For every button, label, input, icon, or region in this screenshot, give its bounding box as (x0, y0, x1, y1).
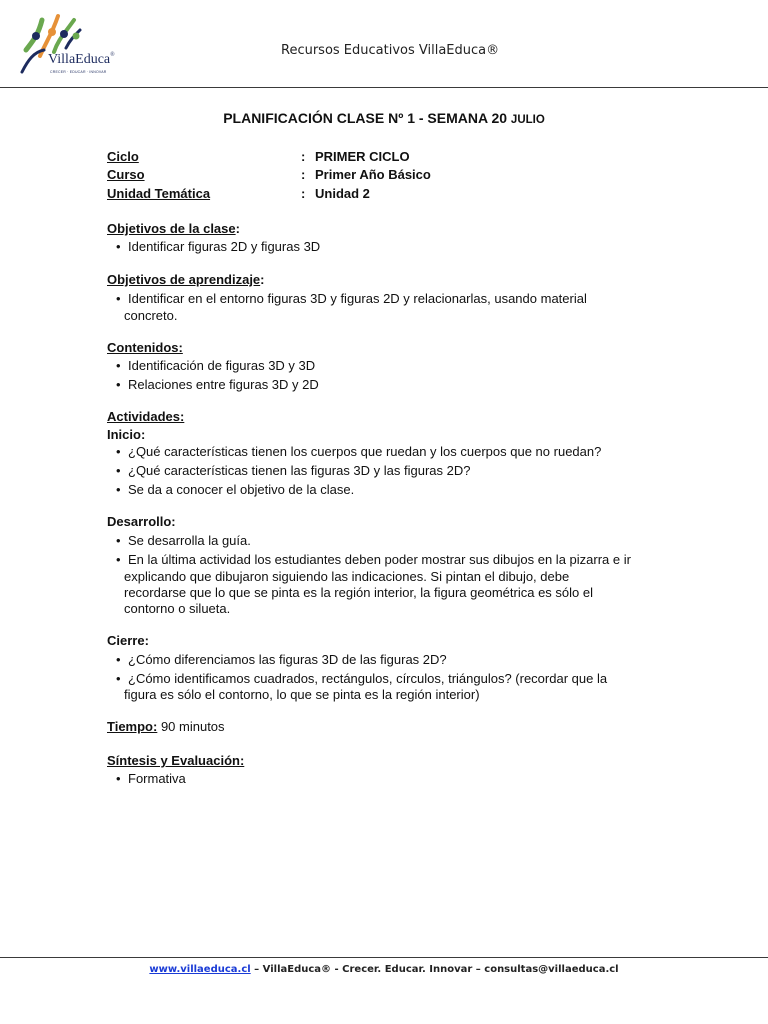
tiempo-label: Tiempo: (107, 719, 158, 734)
info-label: Curso (107, 167, 145, 182)
list-item: • Relaciones entre figuras 3D y 2D (116, 377, 319, 392)
list-item: • ¿Qué características tienen los cuerpos que ruedan y los cuerpos que no ruedan? (116, 444, 602, 459)
list-item-continuation: contorno o silueta. (124, 601, 231, 616)
list-item: • Identificación de figuras 3D y 3D (116, 358, 316, 373)
heading-actividades: Actividades: (107, 409, 185, 424)
list-item: • Identificar figuras 2D y figuras 3D (116, 239, 321, 254)
header-divider (0, 87, 768, 88)
info-label: Unidad Temática (107, 186, 211, 201)
list-item-continuation: figura es sólo el contorno, lo que se pinta es la región interior) (124, 687, 480, 702)
heading-cierre: Cierre: (107, 633, 149, 648)
heading-contenidos: Contenidos: (107, 340, 183, 355)
info-label: Ciclo (107, 149, 139, 164)
logo-tagline: CRECER · EDUCAR · INNOVAR (50, 70, 107, 74)
list-item: • En la última actividad los estudiantes deben poder mostrar sus dibujos en la pizarra e ir (116, 552, 631, 567)
info-value: Primer Año Básico (315, 167, 431, 182)
heading-objetivos-aprendizaje: Objetivos de aprendizaje: (107, 272, 265, 287)
list-item-continuation: recordarse que lo que se pinta es la región interior, la figura geométrica es sólo el (124, 585, 593, 600)
list-item-continuation: concreto. (124, 308, 178, 323)
footer (0, 964, 768, 975)
info-row-curso: Curso : Primer Año Básico (107, 167, 431, 182)
info-row-unidad: Unidad Temática : Unidad 2 (107, 186, 370, 201)
logo-wordmark: VillaEduca® (48, 52, 115, 67)
footer-text: – VillaEduca® - Crecer. Educar. Innovar – consultas@villaeduca.cl (250, 964, 619, 975)
header-title: Recursos Educativos VillaEduca® (281, 43, 500, 58)
info-value: PRIMER CICLO (315, 149, 410, 164)
list-item: • Se desarrolla la guía. (116, 533, 251, 548)
tiempo-row (107, 719, 225, 734)
info-row-ciclo: Ciclo : PRIMER CICLO (107, 149, 410, 164)
list-item: • Identificar en el entorno figuras 3D y figuras 2D y relacionarlas, usando material (116, 291, 587, 306)
heading-inicio: Inicio: (107, 427, 146, 442)
list-item: • ¿Cómo diferenciamos las figuras 3D de las figuras 2D? (116, 652, 447, 667)
document-title: PLANIFICACIÓN CLASE Nº 1 - SEMANA 20 JULIO (223, 110, 545, 126)
list-item: • Formativa (116, 771, 186, 786)
list-item: • Se da a conocer el objetivo de la clase. (116, 482, 355, 497)
list-item: • ¿Cómo identificamos cuadrados, rectángulos, círculos, triángulos? (recordar que la (116, 671, 608, 686)
footer-website-link[interactable]: www.villaeduca.cl (149, 964, 251, 975)
heading-desarrollo: Desarrollo: (107, 514, 176, 529)
tiempo-value: 90 minutos (157, 719, 225, 734)
footer-divider (0, 957, 768, 958)
list-item: • ¿Qué características tienen las figuras 3D y las figuras 2D? (116, 463, 471, 478)
list-item-continuation: explicando que dibujaron siguiendo las indicaciones. Si pintan el dibujo, debe (124, 569, 570, 584)
info-value: Unidad 2 (315, 186, 370, 201)
heading-objetivos-clase: Objetivos de la clase: (107, 221, 240, 236)
heading-sintesis: Síntesis y Evaluación: (107, 753, 245, 768)
villaeduca-logo (18, 12, 118, 76)
